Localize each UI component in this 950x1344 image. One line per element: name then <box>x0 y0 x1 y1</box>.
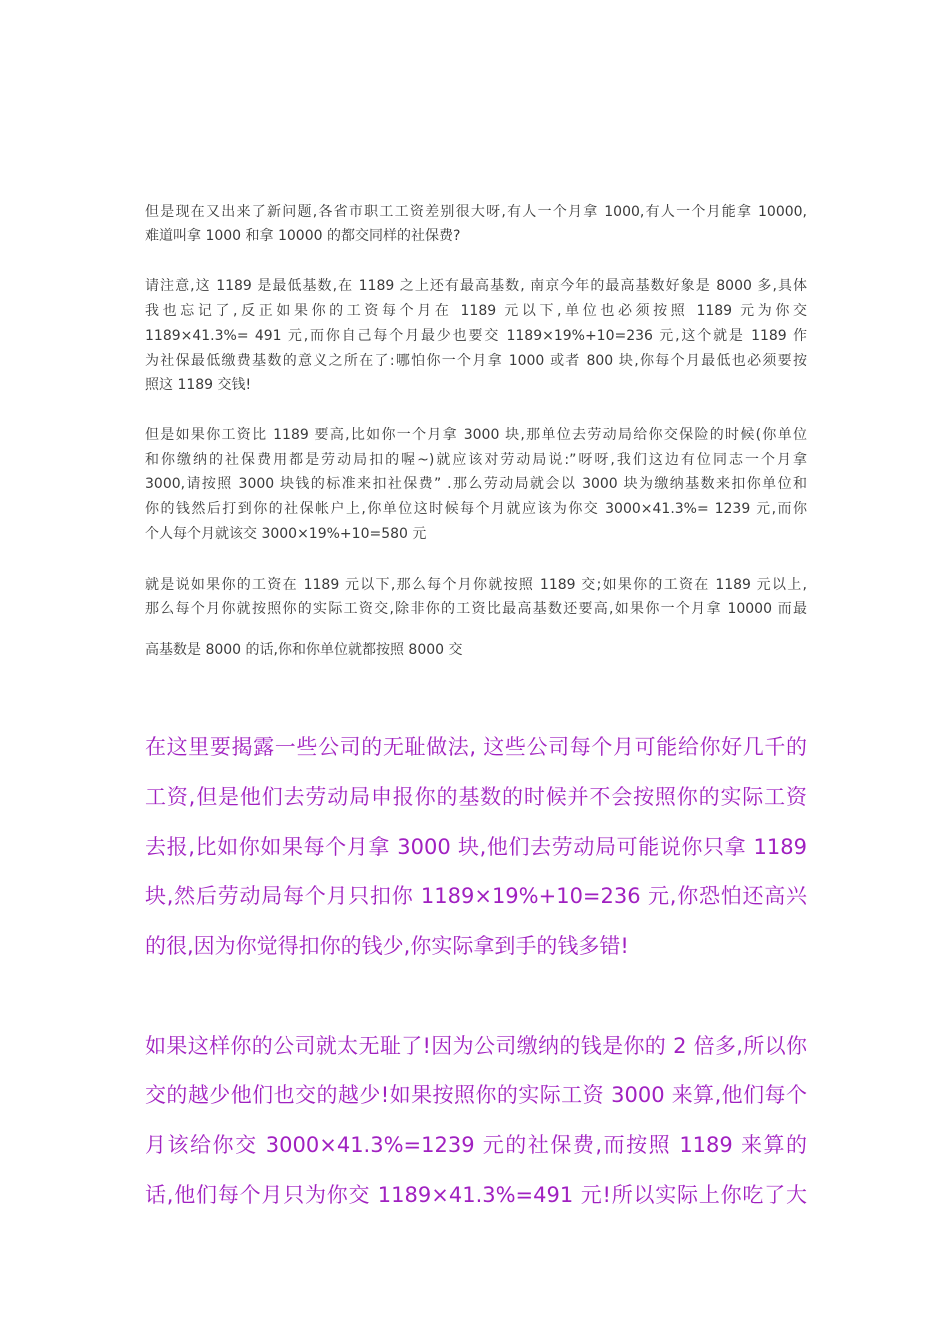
text-line: 那么每个月你就按照你的实际工资交,除非你的工资比最高基数还要高,如果你一个月拿 10000 而最 <box>145 601 807 617</box>
text-line: 和你缴纳的社保费用都是劳动局扣的喔~)就应该对劳动局说:”呀呀,我们这边有位同志一个月拿 <box>145 452 807 468</box>
highlight-line: 去报,比如你如果每个月拿 3000 块,他们去劳动局可能说你只拿 1189 <box>145 835 807 859</box>
text-line: 我也忘记了,反正如果你的工资每个月在 1189 元以下,单位也必须按照 1189 元为你交 <box>145 303 807 319</box>
text-line: 你的钱然后打到你的社保帐户上,你单位这时候每个月就应该为你交 3000×41.3%= 1239 元,而你 <box>145 501 807 517</box>
highlight-line: 月该给你交 3000×41.3%=1239 元的社保费,而按照 1189 来算的 <box>145 1133 807 1157</box>
highlight-line: 的很,因为你觉得扣你的钱少,你实际拿到手的钱多错! <box>145 934 629 958</box>
text-line: 难道叫拿 1000 和拿 10000 的都交同样的社保费? <box>145 228 461 244</box>
text-line: 但是如果你工资比 1189 要高,比如你一个月拿 3000 块,那单位去劳动局给你交保险的时候(你单位 <box>145 427 807 443</box>
highlight-line: 交的越少他们也交的越少!如果按照你的实际工资 3000 来算,他们每个 <box>145 1083 807 1107</box>
text-line: 3000,请按照 3000 块钱的标准来扣社保费” .那么劳动局就会以 3000 块为缴纳基数来扣你单位和 <box>145 476 807 492</box>
text-line: 高基数是 8000 的话,你和你单位就都按照 8000 交 <box>145 642 463 658</box>
text-line: 个人每个月就该交 3000×19%+10=580 元 <box>145 526 427 542</box>
text-line: 为社保最低缴费基数的意义之所在了:哪怕你一个月拿 1000 或者 800 块,你每个月最低也必须要按 <box>145 353 807 369</box>
text-line: 1189×41.3%= 491 元,而你自己每个月最少也要交 1189×19%+10=236 元,这个就是 1189 作 <box>145 328 807 344</box>
text-line: 照这 1189 交钱! <box>145 377 252 393</box>
text-line: 就是说如果你的工资在 1189 元以下,那么每个月你就按照 1189 交;如果你的工资在 1189 元以上, <box>145 577 807 593</box>
highlight-line: 如果这样你的公司就太无耻了!因为公司缴纳的钱是你的 2 倍多,所以你 <box>145 1034 807 1058</box>
text-line: 请注意,这 1189 是最低基数,在 1189 之上还有最高基数, 南京今年的最高基数好象是 8000 多,具体 <box>145 278 807 294</box>
highlight-line: 块,然后劳动局每个月只扣你 1189×19%+10=236 元,你恐怕还高兴 <box>145 884 807 908</box>
text-line: 但是现在又出来了新问题,各省市职工工资差别很大呀,有人一个月拿 1000,有人一个月能拿 10000, <box>145 204 807 220</box>
highlight-line: 在这里要揭露一些公司的无耻做法, 这些公司每个月可能给你好几千的 <box>145 735 807 759</box>
highlight-line: 工资,但是他们去劳动局申报你的基数的时候并不会按照你的实际工资 <box>145 785 807 809</box>
highlight-line: 话,他们每个月只为你交 1189×41.3%=491 元!所以实际上你吃了大 <box>145 1183 807 1207</box>
